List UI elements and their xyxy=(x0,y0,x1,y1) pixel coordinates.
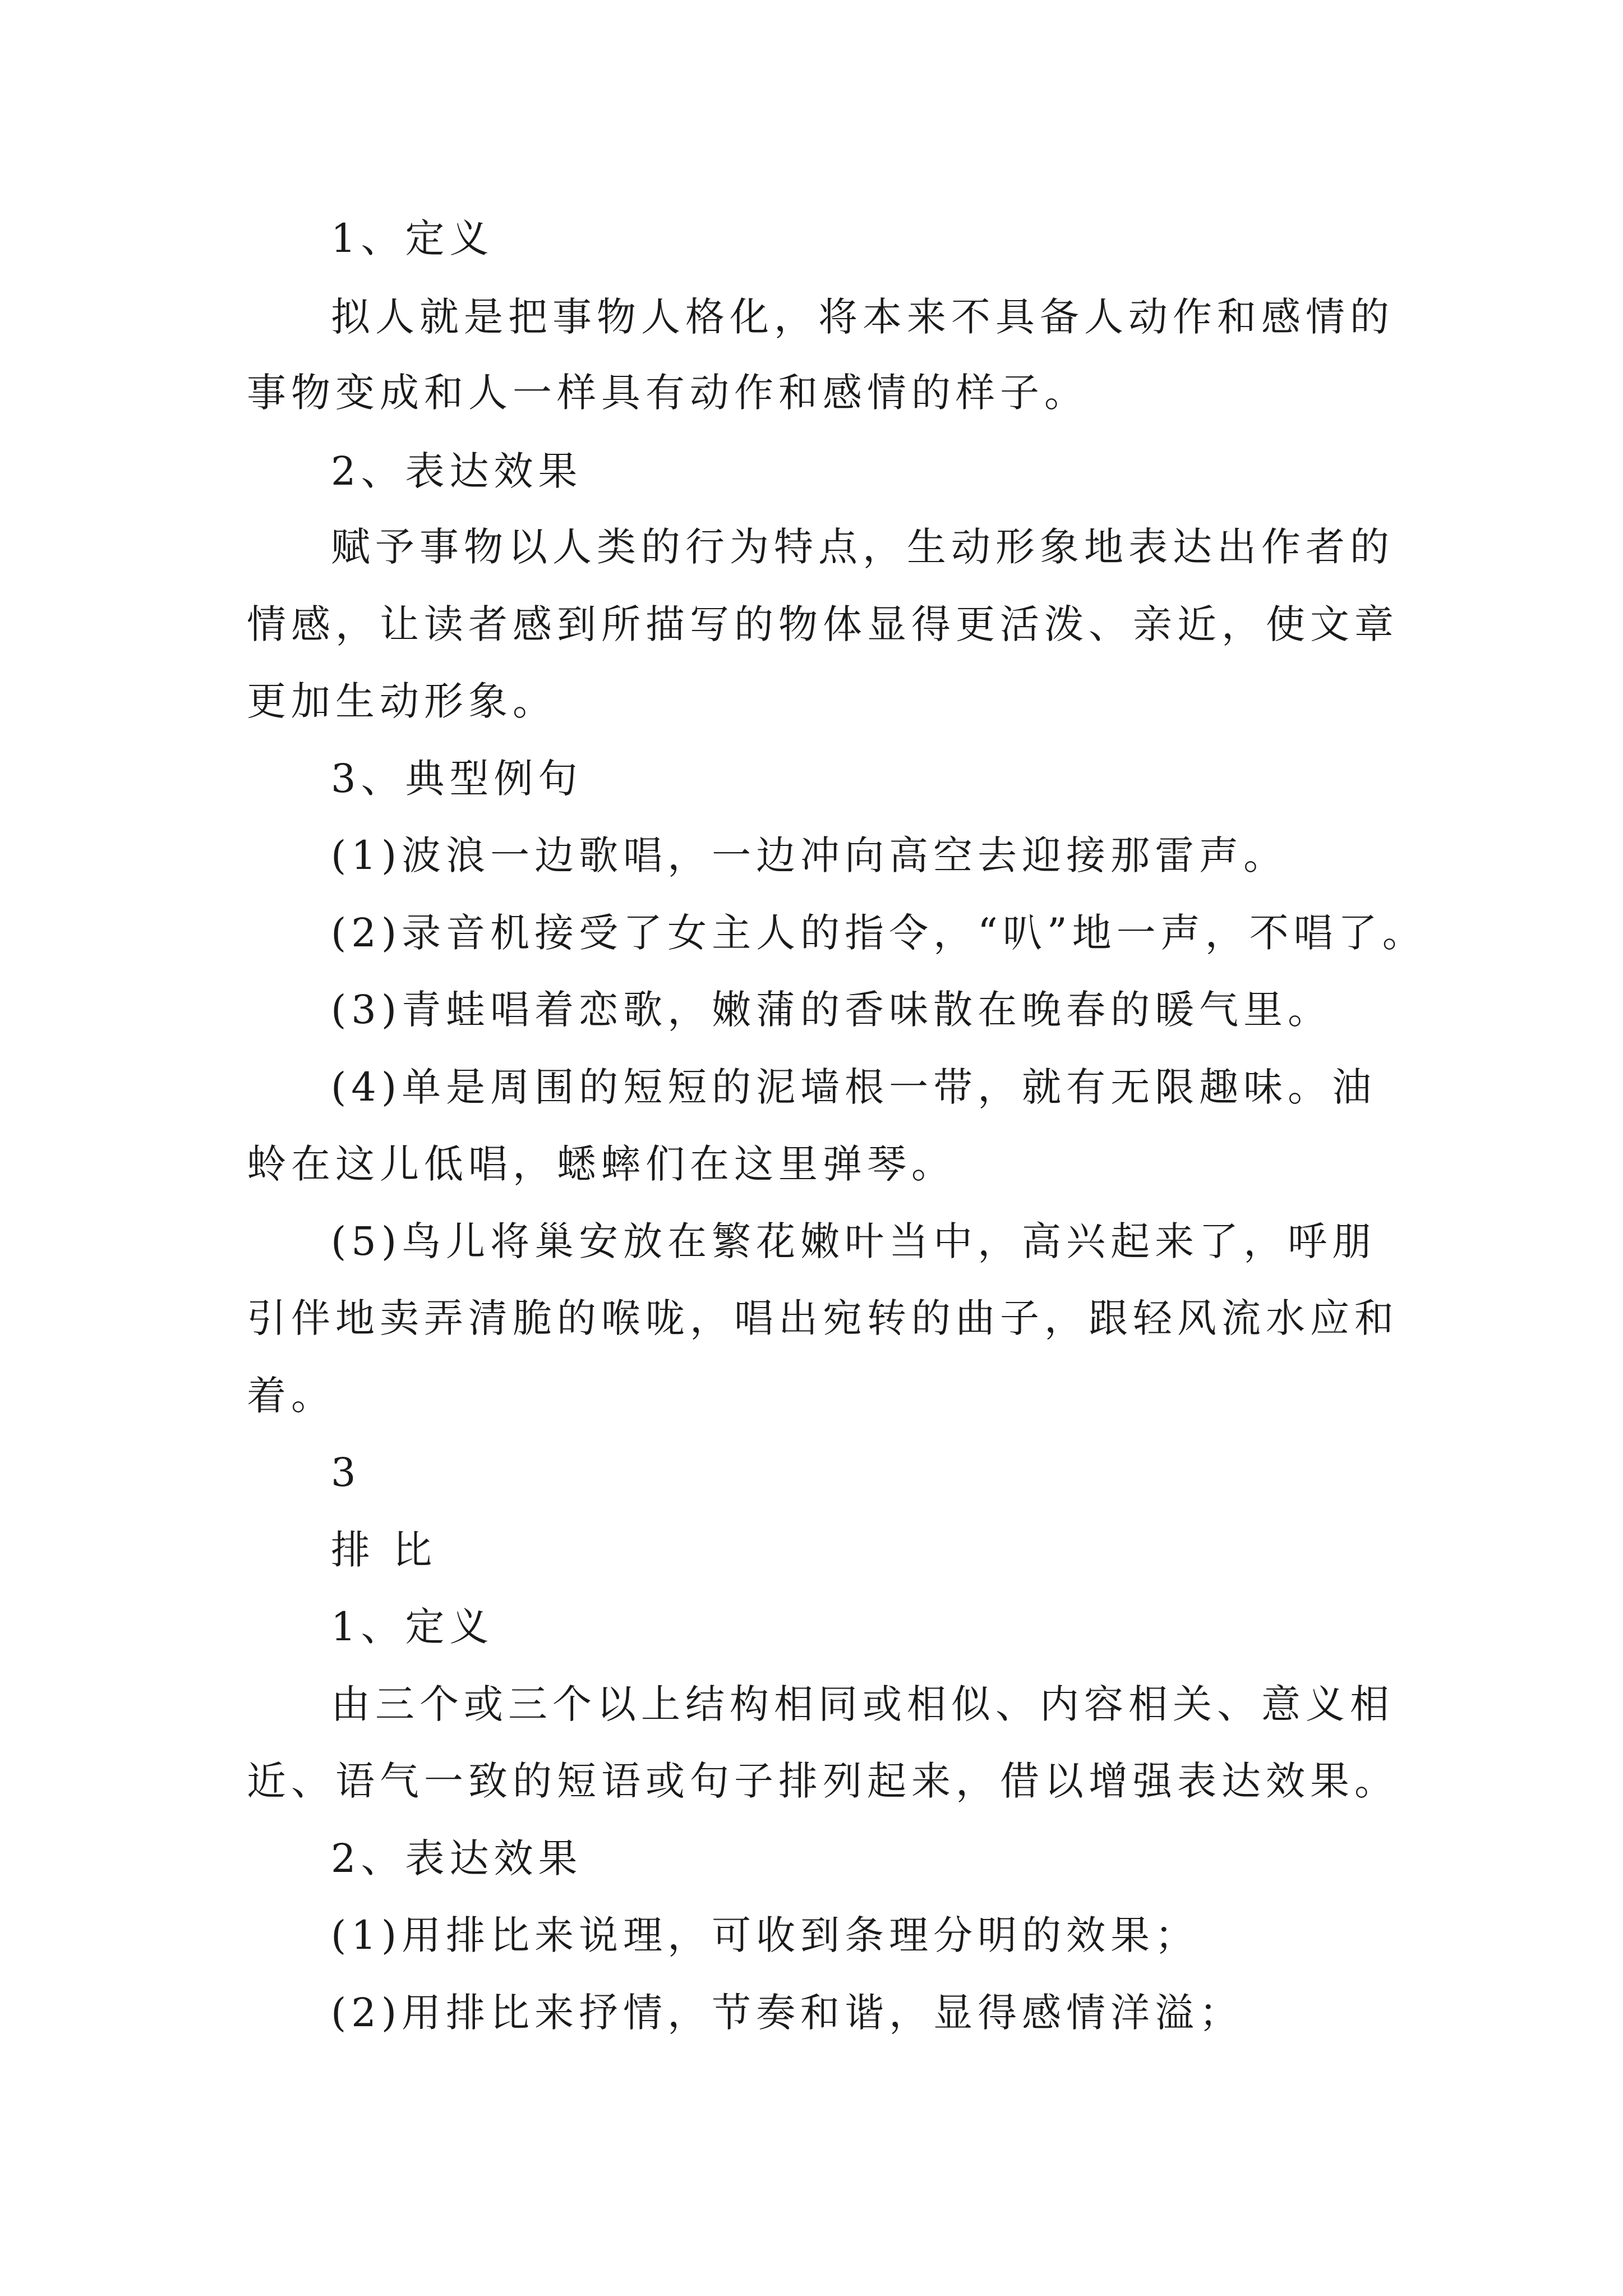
paragraph-line: 近、语气一致的短语或句子排列起来，借以增强表达效果。 xyxy=(247,1758,1399,1804)
paragraph-line: 拟人就是把事物人格化，将本来不具备人动作和感情的 xyxy=(331,294,1394,340)
section-title: 排 比 xyxy=(331,1527,437,1573)
heading-typical-examples: 3、典型例句 xyxy=(331,756,583,802)
list-item: (1)用排比来说理，可收到条理分明的效果； xyxy=(331,1912,1200,1958)
example-line: (1)波浪一边歌唱，一边冲向高空去迎接那雷声。 xyxy=(331,832,1288,878)
paragraph-line: 情感，让读者感到所描写的物体显得更活泼、亲近，使文章 xyxy=(247,601,1399,647)
example-line: (5)鸟儿将巢安放在繁花嫩叶当中，高兴起来了，呼朋 xyxy=(331,1218,1377,1264)
list-item: (2)用排比来抒情，节奏和谐，显得感情洋溢； xyxy=(331,1990,1244,2036)
example-line: (4)单是周围的短短的泥墙根一带，就有无限趣味。油 xyxy=(331,1064,1377,1110)
example-line: 着。 xyxy=(247,1373,335,1419)
paragraph-line: 事物变成和人一样具有动作和感情的样子。 xyxy=(247,370,1089,416)
heading-expression-effect: 2、表达效果 xyxy=(331,448,583,494)
example-line: (2)录音机接受了女主人的指令，“叭”地一声，不唱了。 xyxy=(331,910,1427,956)
example-line: 引伴地卖弄清脆的喉咙，唱出宛转的曲子，跟轻风流水应和 xyxy=(247,1295,1399,1341)
paragraph-line: 更加生动形象。 xyxy=(247,678,557,724)
heading-definition: 1、定义 xyxy=(331,215,494,261)
heading-expression-effect: 2、表达效果 xyxy=(331,1835,583,1881)
paragraph-line: 由三个或三个以上结构相同或相似、内容相关、意义相 xyxy=(331,1681,1394,1727)
example-line: (3)青蛙唱着恋歌，嫩蒲的香味散在晚春的暖气里。 xyxy=(331,987,1332,1033)
heading-definition: 1、定义 xyxy=(331,1604,494,1650)
example-line: 蛉在这儿低唱，蟋蟀们在这里弹琴。 xyxy=(247,1141,956,1187)
paragraph-line: 赋予事物以人类的行为特点，生动形象地表达出作者的 xyxy=(331,524,1394,570)
section-number: 3 xyxy=(331,1450,361,1496)
